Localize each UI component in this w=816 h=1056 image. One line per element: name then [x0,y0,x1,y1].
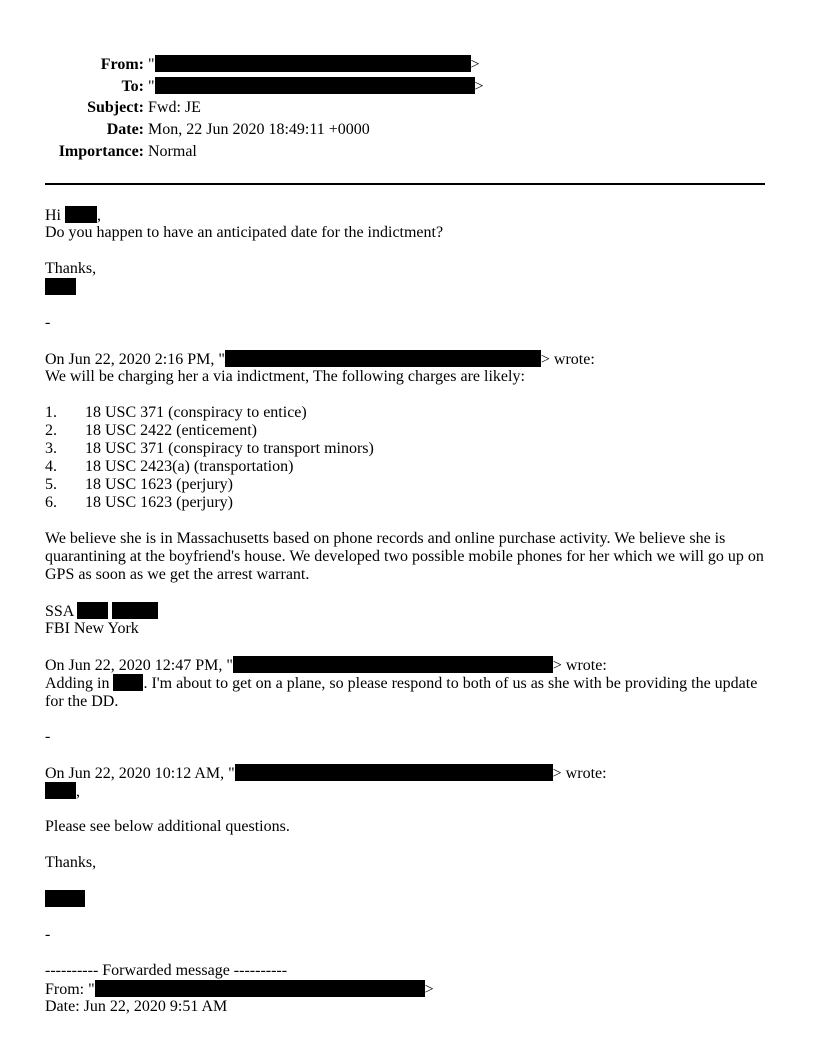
quoted-wrote: > wrote: [540,351,595,368]
question-text: Do you happen to have an anticipated date for the indictment? [45,224,444,241]
list-item [45,422,374,440]
redaction [65,206,97,223]
forwarded-divider: ---------- Forwarded message ---------- [45,962,288,979]
header-importance-row [4,143,197,161]
quoted-wrote: > wrote: [552,657,607,674]
quoted-header [45,656,607,675]
redaction [155,77,475,94]
quoted-wrote: > wrote: [552,765,607,782]
list-item [45,404,374,422]
from-label: From: [100,56,144,73]
redaction [233,656,553,673]
item-text: 18 USC 371 (conspiracy to entice) [85,404,307,421]
redaction [45,890,85,907]
to-close: > [474,78,484,95]
header-subject-row [4,99,201,117]
item-text: 18 USC 1623 (perjury) [85,494,233,511]
list-item [45,458,374,476]
date-value: Mon, 22 Jun 2020 18:49:11 +0000 [148,121,370,138]
adding-paragraph [45,674,770,711]
redaction [95,980,425,997]
list-item [45,494,374,512]
item-text: 18 USC 1623 (perjury) [85,476,233,493]
adding-rest: . I'm about to get on a plane, so please respond to both of us as she with be providing the update for the DD. [45,675,758,710]
quoted-on-prefix: On Jun 22, 2020 12:47 PM, " [45,657,233,674]
subject-value: Fwd: JE [148,99,201,116]
redaction [45,278,76,295]
header-from-row [4,55,480,74]
redaction [45,782,76,799]
to-open-quote: " [148,78,155,95]
body-paragraph: We believe she is in Massachusetts based on phone records and online purchase activity. We believe she is quarantining at the boyfriend's house. We developed two possible mobile phones for her which we will go up on GPS as soon as we get the arrest warrant. [45,530,764,583]
to-label: To: [121,78,144,95]
forwarded-from [45,980,434,999]
from-open-quote: " [148,56,155,73]
subject-label: Subject: [87,99,144,116]
importance-label: Importance: [58,143,144,160]
item-number: 6. [45,494,57,511]
separator-dash: - [45,728,51,745]
salutation-comma: , [76,783,80,800]
item-number: 2. [45,422,57,439]
charges-intro: We will be charging her a via indictment, The following charges are likely: [45,368,525,385]
redaction [113,674,143,691]
item-text: 18 USC 2422 (enticement) [85,422,257,439]
redaction [235,764,553,781]
quoted-on-prefix: On Jun 22, 2020 10:12 AM, " [45,765,235,782]
thanks-text: Thanks, [45,854,97,871]
redaction [155,55,471,72]
forwarded-from-prefix: From: " [45,981,95,998]
adding-prefix: Adding in [45,675,110,692]
header-divider [45,183,765,185]
quoted-on-prefix: On Jun 22, 2020 2:16 PM, " [45,351,225,368]
item-number: 3. [45,440,57,457]
charges-list [45,404,374,512]
greeting-comma: , [97,207,101,224]
from-close: > [470,56,480,73]
signature-redaction [45,278,76,297]
separator-dash: - [45,926,51,943]
sig-title: SSA [45,603,74,620]
importance-value: Normal [148,143,197,160]
redaction [112,602,158,619]
item-number: 1. [45,404,57,421]
item-text: 18 USC 2423(a) (transportation) [85,458,294,475]
redaction [225,350,541,367]
redaction [77,602,108,619]
header-to-row [4,77,484,96]
date-label: Date: [106,121,144,138]
salutation-line [45,782,80,801]
item-text: 18 USC 371 (conspiracy to transport minors) [85,440,374,457]
item-number: 5. [45,476,57,493]
signature-line [45,602,158,621]
thanks-text: Thanks, [45,260,97,277]
header-date-row [4,121,370,139]
signature-redaction [45,890,85,909]
forwarded-from-close: > [424,981,434,998]
sig-office: FBI New York [45,620,139,637]
quoted-header [45,350,595,369]
list-item [45,440,374,458]
please-text: Please see below additional questions. [45,818,290,835]
greeting-hi: Hi [45,207,61,224]
item-number: 4. [45,458,57,475]
list-item [45,476,374,494]
forwarded-date: Date: Jun 22, 2020 9:51 AM [45,998,228,1015]
quoted-header [45,764,607,783]
greeting-line [45,206,101,225]
separator-dash: - [45,314,51,331]
